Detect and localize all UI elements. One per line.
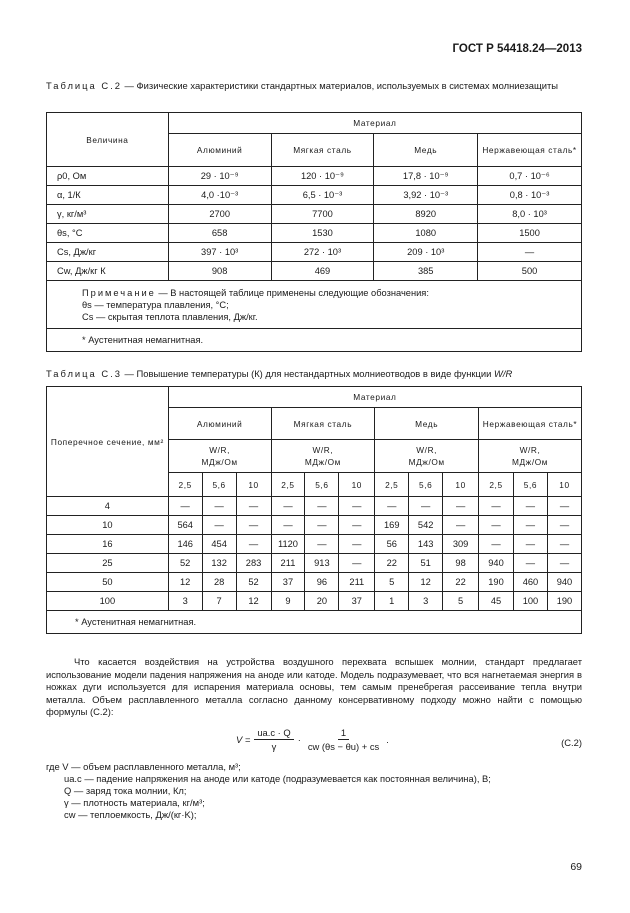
value-cell: 940 xyxy=(547,573,581,592)
value-cell: — xyxy=(547,497,581,516)
material-header: Мягкая сталь xyxy=(271,408,375,440)
material-header: Алюминий xyxy=(168,134,271,167)
wr-value: 2,5 xyxy=(479,473,514,497)
value-cell: 51 xyxy=(409,554,443,573)
legend-item: Q — заряд тока молнии, Кл; xyxy=(64,785,187,796)
value-cell: 6,5 · 10⁻³ xyxy=(271,186,374,205)
table-c2-title: — Физические характеристики стандартных материалов, используемых в системах молниезащиты xyxy=(121,80,559,91)
value-cell: 397 · 10³ xyxy=(168,243,271,262)
value-cell: — xyxy=(513,516,547,535)
material-header: Медь xyxy=(374,134,478,167)
value-cell: 7 xyxy=(202,592,236,611)
value-cell: — xyxy=(479,516,514,535)
value-cell: 0,8 · 10⁻³ xyxy=(478,186,582,205)
value-cell: 283 xyxy=(236,554,271,573)
table-row xyxy=(47,554,582,573)
value-cell: 1500 xyxy=(478,224,582,243)
material-header: Нержавеющая сталь* xyxy=(478,134,582,167)
value-cell: 0,7 · 10⁻⁶ xyxy=(478,167,582,186)
value-cell: — xyxy=(479,535,514,554)
value-cell: 3 xyxy=(409,592,443,611)
section-cell: 50 xyxy=(47,573,169,592)
col-quantity-header: Величина xyxy=(47,113,169,167)
wr-unit: МДж/Ом xyxy=(408,457,445,467)
value-cell: 454 xyxy=(202,535,236,554)
wr-value: 10 xyxy=(443,473,479,497)
value-cell: — xyxy=(547,535,581,554)
value-cell: 28 xyxy=(202,573,236,592)
table-c3-label: Таблица С.3 xyxy=(46,368,122,379)
legend-item: γ — плотность материала, кг/м³; xyxy=(64,797,205,808)
value-cell: — xyxy=(271,497,305,516)
value-cell: 120 · 10⁻⁹ xyxy=(271,167,374,186)
value-cell: 146 xyxy=(168,535,202,554)
value-cell: 658 xyxy=(168,224,271,243)
table-row xyxy=(47,186,582,205)
value-cell: 564 xyxy=(168,516,202,535)
wr-header xyxy=(271,440,375,473)
value-cell: 5 xyxy=(375,573,409,592)
formula-lhs: V = xyxy=(236,734,251,745)
table-row xyxy=(47,167,582,186)
note-intro: — В настоящей таблице применены следующие обозначения: xyxy=(155,288,429,298)
table-c3 xyxy=(46,386,582,634)
formula-legend xyxy=(46,761,491,821)
formula-num2: 1 xyxy=(338,727,349,740)
quantity-cell: ρ0, Ом xyxy=(47,167,169,186)
value-cell: — xyxy=(202,516,236,535)
table-c3-function: W/R xyxy=(493,368,513,379)
value-cell: 5 xyxy=(443,592,479,611)
value-cell: 211 xyxy=(271,554,305,573)
section-cell: 4 xyxy=(47,497,169,516)
value-cell: — xyxy=(547,516,581,535)
table-c2-footnote: * Аустенитная немагнитная. xyxy=(47,329,582,352)
wr-value: 10 xyxy=(547,473,581,497)
table-c2-label: Таблица С.2 xyxy=(46,80,122,91)
page-number: 69 xyxy=(570,861,582,873)
table-row xyxy=(47,497,582,516)
table-row xyxy=(47,243,582,262)
wr-value: 2,5 xyxy=(271,473,305,497)
value-cell: 8,0 · 10³ xyxy=(478,205,582,224)
table-c2-caption xyxy=(46,80,582,93)
value-cell: 469 xyxy=(271,262,374,281)
table-c2 xyxy=(46,112,582,352)
value-cell: — xyxy=(339,497,375,516)
quantity-cell: γ, кг/м³ xyxy=(47,205,169,224)
value-cell: 908 xyxy=(168,262,271,281)
value-cell: 190 xyxy=(547,592,581,611)
value-cell: — xyxy=(513,554,547,573)
wr-value: 5,6 xyxy=(409,473,443,497)
value-cell: 100 xyxy=(513,592,547,611)
value-cell: — xyxy=(339,535,375,554)
value-cell: 45 xyxy=(479,592,514,611)
col-section-header: Поперечное сечение, мм² xyxy=(47,387,169,497)
section-cell: 25 xyxy=(47,554,169,573)
table-row xyxy=(47,573,582,592)
table-c3-caption xyxy=(46,368,582,381)
value-cell: 37 xyxy=(271,573,305,592)
wr-value: 5,6 xyxy=(305,473,339,497)
value-cell: — xyxy=(478,243,582,262)
value-cell: — xyxy=(202,497,236,516)
value-cell: 460 xyxy=(513,573,547,592)
value-cell: 1530 xyxy=(271,224,374,243)
table-row xyxy=(47,224,582,243)
where-word: где xyxy=(46,761,60,772)
table-c3-footnote: * Аустенитная немагнитная. xyxy=(47,611,582,634)
value-cell: 98 xyxy=(443,554,479,573)
value-cell: 500 xyxy=(478,262,582,281)
value-cell: 56 xyxy=(375,535,409,554)
value-cell: — xyxy=(305,535,339,554)
quantity-cell: α, 1/К xyxy=(47,186,169,205)
section-cell: 100 xyxy=(47,592,169,611)
wr-value: 10 xyxy=(339,473,375,497)
value-cell: 1080 xyxy=(374,224,478,243)
value-cell: — xyxy=(443,497,479,516)
value-cell: 3 xyxy=(168,592,202,611)
value-cell: 9 xyxy=(271,592,305,611)
value-cell: 132 xyxy=(202,554,236,573)
value-cell: 52 xyxy=(236,573,271,592)
value-cell: 3,92 · 10⁻³ xyxy=(374,186,478,205)
value-cell: — xyxy=(339,516,375,535)
formula-den1: γ xyxy=(271,741,277,752)
value-cell: 52 xyxy=(168,554,202,573)
material-header: Нержавеющая сталь* xyxy=(479,408,582,440)
value-cell: — xyxy=(547,554,581,573)
wr-header xyxy=(375,440,479,473)
value-cell: 12 xyxy=(168,573,202,592)
wr-value: 2,5 xyxy=(375,473,409,497)
table-row xyxy=(47,205,582,224)
value-cell: 211 xyxy=(339,573,375,592)
wr-header xyxy=(168,440,271,473)
section-cell: 10 xyxy=(47,516,169,535)
wr-value: 5,6 xyxy=(513,473,547,497)
value-cell: 4,0 ·10⁻³ xyxy=(168,186,271,205)
value-cell: — xyxy=(375,497,409,516)
section-cell: 16 xyxy=(47,535,169,554)
formula-c2: V = $\frac{ua.c \cdot Q}{\gamma}$ · $\frac{1}{cw (\theta s - \theta u) + cs}$ . (С.2) xyxy=(236,727,582,752)
value-cell: — xyxy=(513,497,547,516)
value-cell: 913 xyxy=(305,554,339,573)
wr-unit: МДж/Ом xyxy=(304,457,341,467)
value-cell: 940 xyxy=(479,554,514,573)
value-cell: — xyxy=(339,554,375,573)
value-cell: 1 xyxy=(375,592,409,611)
value-cell: 2700 xyxy=(168,205,271,224)
value-cell: 12 xyxy=(409,573,443,592)
value-cell: — xyxy=(305,497,339,516)
value-cell: 272 · 10³ xyxy=(271,243,374,262)
wr-value: 10 xyxy=(236,473,271,497)
value-cell: 22 xyxy=(443,573,479,592)
table-row xyxy=(47,535,582,554)
material-header: Алюминий xyxy=(168,408,271,440)
table-c2-note xyxy=(47,281,582,329)
value-cell: 143 xyxy=(409,535,443,554)
value-cell: 169 xyxy=(375,516,409,535)
legend-item: cw — теплоемкость, Дж/(кг·K); xyxy=(64,809,197,820)
wr-value: 2,5 xyxy=(168,473,202,497)
value-cell: 17,8 · 10⁻⁹ xyxy=(374,167,478,186)
formula-num1: ua.c · Q xyxy=(254,727,293,740)
value-cell: — xyxy=(409,497,443,516)
value-cell: — xyxy=(236,516,271,535)
paragraph-text: Что касается воздействия на устройства воздушного перехвата вспышек молнии, стандарт предлагает использование модели падения напряжения на аноде или катоде. Модель подразумевает, что вся нагнетаемая энергия в ножках дуги используется для испарения материала основы, тем самым пренебрегая рассеивание тепла внутри металла. Объем расплавленного металла согласно данному консервативному подходу можно найти с помощью формулы (С.2): xyxy=(46,656,582,717)
table-row xyxy=(47,592,582,611)
table-c3-title: — Повышение температуры (К) для нестандартных молниеотводов в виде функции xyxy=(121,368,494,379)
value-cell: — xyxy=(271,516,305,535)
table-row xyxy=(47,262,582,281)
quantity-cell: θs, °С xyxy=(47,224,169,243)
value-cell: — xyxy=(305,516,339,535)
material-header: Мягкая сталь xyxy=(271,134,374,167)
standard-designation: ГОСТ Р 54418.24—2013 xyxy=(452,43,582,55)
value-cell: 309 xyxy=(443,535,479,554)
formula-number: (С.2) xyxy=(561,737,582,748)
value-cell: — xyxy=(513,535,547,554)
wr-label: W/R, xyxy=(312,445,334,455)
wr-label: W/R, xyxy=(416,445,438,455)
value-cell: — xyxy=(236,497,271,516)
value-cell: 37 xyxy=(339,592,375,611)
value-cell: — xyxy=(443,516,479,535)
value-cell: 8920 xyxy=(374,205,478,224)
wr-header xyxy=(479,440,582,473)
formula-den2: cw (θs − θu) + cs xyxy=(307,741,380,752)
value-cell: — xyxy=(479,497,514,516)
legend-item: ua.c — падение напряжения на аноде или катоде (подразумевается как постоянная величина), В; xyxy=(64,773,491,784)
value-cell: 20 xyxy=(305,592,339,611)
value-cell: 7700 xyxy=(271,205,374,224)
body-paragraph xyxy=(46,656,582,719)
note-label: Примечание xyxy=(82,288,156,298)
value-cell: 190 xyxy=(479,573,514,592)
col-material-header: Материал xyxy=(168,113,581,134)
wr-unit: МДж/Ом xyxy=(511,457,549,467)
table-row xyxy=(47,516,582,535)
value-cell: 29 · 10⁻⁹ xyxy=(168,167,271,186)
wr-label: W/R, xyxy=(209,445,231,455)
wr-unit: МДж/Ом xyxy=(201,457,238,467)
value-cell: — xyxy=(236,535,271,554)
value-cell: 1120 xyxy=(271,535,305,554)
value-cell: 12 xyxy=(236,592,271,611)
col-material-header: Материал xyxy=(168,387,581,408)
value-cell: 209 · 10³ xyxy=(374,243,478,262)
wr-value: 5,6 xyxy=(202,473,236,497)
quantity-cell: Cs, Дж/кг xyxy=(47,243,169,262)
quantity-cell: Cw, Дж/кг К xyxy=(47,262,169,281)
note-line: θs — температура плавления, °С; xyxy=(82,300,229,310)
wr-label: W/R, xyxy=(519,445,541,455)
value-cell: 385 xyxy=(374,262,478,281)
value-cell: 96 xyxy=(305,573,339,592)
value-cell: 22 xyxy=(375,554,409,573)
material-header: Медь xyxy=(375,408,479,440)
value-cell: 542 xyxy=(409,516,443,535)
note-line: Cs — скрытая теплота плавления, Дж/кг. xyxy=(82,312,258,322)
value-cell: — xyxy=(168,497,202,516)
legend-item: V — объем расплавленного металла, м³; xyxy=(62,761,241,772)
